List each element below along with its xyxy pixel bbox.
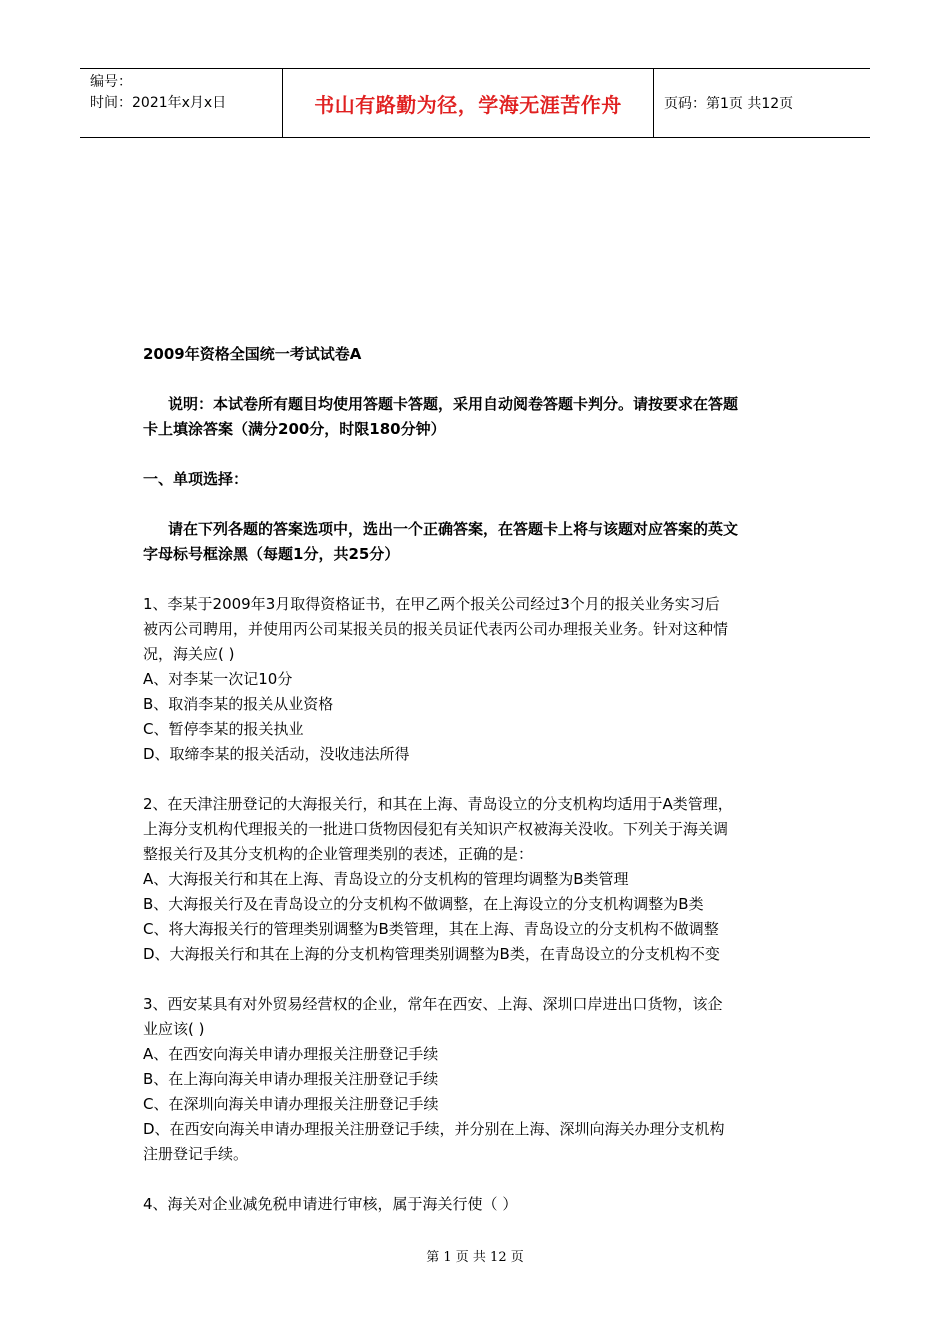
header-meta	[80, 69, 282, 137]
section-note-line-1: 请在下列各题的答案选项中，选出一个正确答案，在答题卡上将与该题对应答案的英文	[168, 520, 739, 538]
header-page-info: 页码：第1页 共12页	[664, 96, 794, 112]
question-stem-line: 况，海关应( )	[143, 645, 235, 663]
header-motto: 书山有路勤为径，学海无涯苦作舟	[282, 69, 654, 137]
time-label: 时间：2021年x月x日	[90, 95, 227, 111]
question-stem-line: 4、海关对企业减免税申请进行审核，属于海关行使（ ）	[143, 1195, 518, 1213]
question-3	[143, 992, 813, 1167]
option-d: D、取缔李某的报关活动，没收违法所得	[143, 745, 410, 763]
document-body	[143, 342, 813, 1217]
option-d-continued: 注册登记手续。	[143, 1145, 249, 1163]
option-a: A、大海报关行和其在上海、青岛设立的分支机构的管理均调整为B类管理	[143, 870, 629, 888]
instructions-line-1: 说明：本试卷所有题目均使用答题卡答题，采用自动阅卷答题卡判分。请按要求在答题	[168, 395, 739, 413]
option-a: A、在西安向海关申请办理报关注册登记手续	[143, 1045, 439, 1063]
question-stem-line: 2、在天津注册登记的大海报关行，和其在上海、青岛设立的分支机构均适用于A类管理，	[143, 795, 733, 813]
option-c: C、将大海报关行的管理类别调整为B类管理，其在上海、青岛设立的分支机构不做调整	[143, 920, 719, 938]
section-note-line-2: 字母标号框涂黑（每题1分，共25分）	[143, 545, 400, 563]
question-1	[143, 592, 813, 767]
section-title: 一、单项选择：	[143, 470, 249, 488]
option-c: C、在深圳向海关申请办理报关注册登记手续	[143, 1095, 439, 1113]
question-2	[143, 792, 813, 967]
question-stem-line: 整报关行及其分支机构的企业管理类别的表述，正确的是：	[143, 845, 534, 863]
option-b: B、在上海向海关申请办理报关注册登记手续	[143, 1070, 439, 1088]
exam-title: 2009年资格全国统一考试试卷A	[143, 345, 362, 363]
instructions-line-2: 卡上填涂答案（满分200分，时限180分钟）	[143, 420, 446, 438]
option-d: D、大海报关行和其在上海的分支机构管理类别调整为B类，在青岛设立的分支机构不变	[143, 945, 720, 963]
question-stem-line: 3、西安某具有对外贸易经营权的企业，常年在西安、上海、深圳口岸进出口货物，该企	[143, 995, 723, 1013]
option-a: A、对李某一次记10分	[143, 670, 293, 688]
page-footer: 第 1 页 共 12 页	[426, 1250, 524, 1265]
option-c: C、暂停李某的报关执业	[143, 720, 304, 738]
option-d: D、在西安向海关申请办理报关注册登记手续，并分别在上海、深圳向海关办理分支机构	[143, 1120, 725, 1138]
page-header	[80, 68, 870, 138]
option-b: B、大海报关行及在青岛设立的分支机构不做调整，在上海设立的分支机构调整为B类	[143, 895, 704, 913]
question-stem-line: 业应该( )	[143, 1020, 205, 1038]
question-stem-line: 被丙公司聘用，并使用丙公司某报关员的报关员证代表丙公司办理报关业务。针对这种情	[143, 620, 729, 638]
question-4	[143, 1192, 813, 1217]
question-stem-line: 1、李某于2009年3月取得资格证书，在甲乙两个报关公司经过3个月的报关业务实习后	[143, 595, 720, 613]
option-b: B、取消李某的报关从业资格	[143, 695, 334, 713]
number-label: 编号：	[90, 74, 132, 90]
question-stem-line: 上海分支机构代理报关的一批进口货物因侵犯有关知识产权被海关没收。下列关于海关调	[143, 820, 729, 838]
